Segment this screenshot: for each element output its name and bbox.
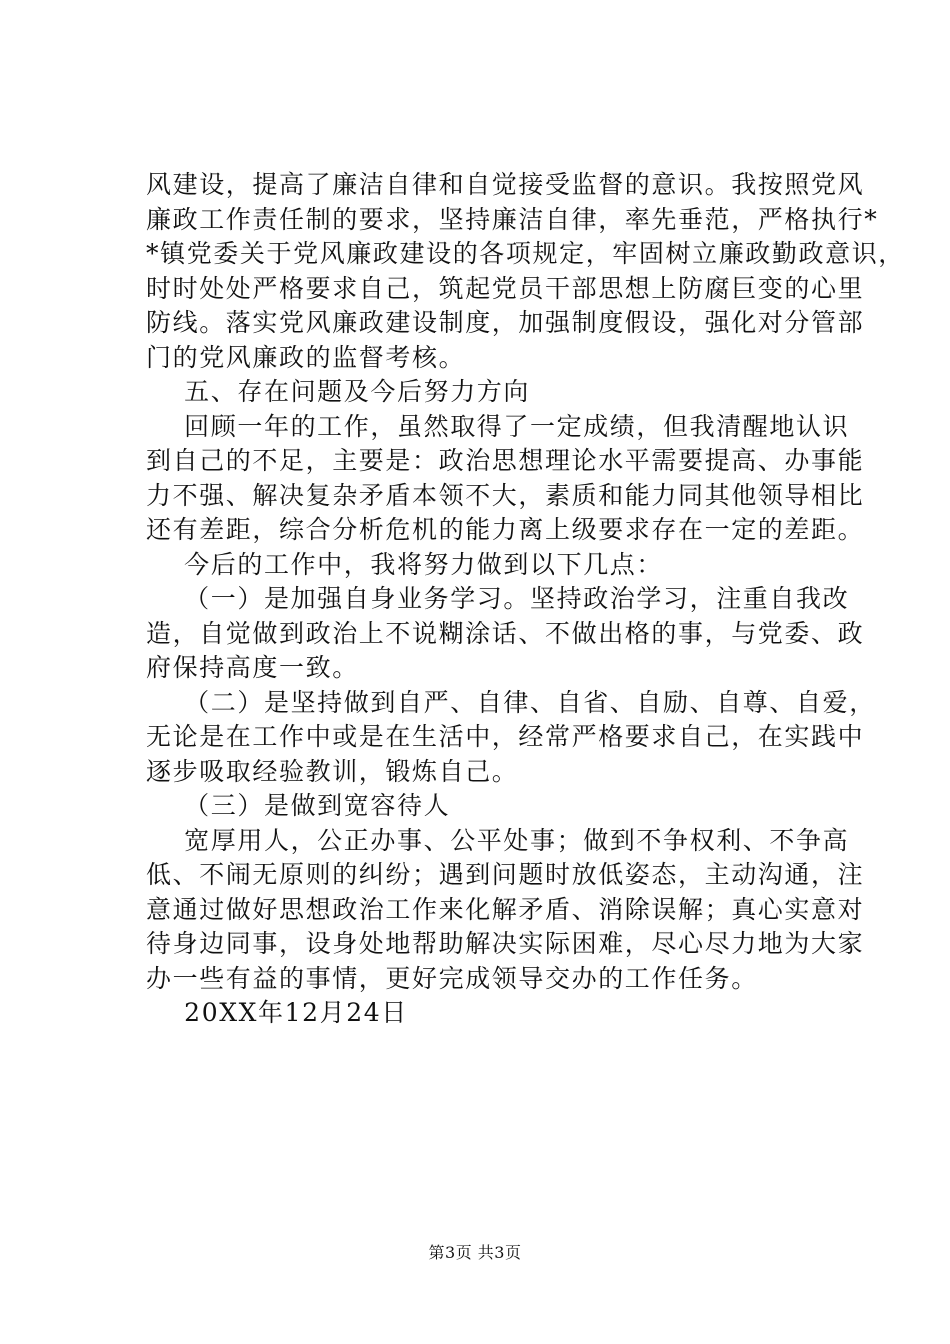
document-body — [146, 168, 905, 1031]
text-line: 待身边同事，设身处地帮助解决实际困难，尽心尽力地为大家 — [146, 929, 865, 958]
page-footer — [0, 1240, 950, 1263]
text-line: 办一些有益的事情，更好完成领导交办的工作任务。 — [146, 963, 758, 993]
text-line: 廉政工作责任制的要求，坚持廉洁自律，率先垂范，严格执行* — [146, 204, 879, 234]
text-line: （一）是加强自身业务学习。坚持政治学习，注重自我改 — [146, 584, 850, 613]
section-heading: 五、存在问题及今后努力方向 — [146, 377, 530, 406]
text-line: 防线。落实党风廉政建设制度，加强制度假设，强化对分管部 — [146, 308, 865, 337]
text-line: （二）是坚持做到自严、自律、自省、自励、自尊、自爱， — [146, 687, 876, 717]
text-line: 今后的工作中，我将努力做到以下几点： — [146, 549, 663, 579]
text-line: （三）是做到宽容待人 — [146, 791, 451, 820]
text-line: 无论是在工作中或是在生活中，经常严格要求自己，在实践中 — [146, 722, 865, 751]
text-line: 低、不闹无原则的纠纷；遇到问题时放低姿态，主动沟通，注 — [146, 860, 865, 889]
text-line: 风建设，提高了廉洁自律和自觉接受监督的意识。我按照党风 — [146, 170, 865, 199]
text-line: 回顾一年的工作，虽然取得了一定成绩，但我清醒地认识 — [146, 411, 850, 441]
text-line: 宽厚用人，公正办事、公平处事；做到不争权利、不争高 — [146, 825, 850, 855]
text-line: 力不强、解决复杂矛盾本领不大，素质和能力同其他领导相比 — [146, 480, 865, 510]
text-line: 逐步吸取经验教训，锻炼自己。 — [146, 756, 519, 786]
text-line: 意通过做好思想政治工作来化解矛盾、消除误解；真心实意对 — [146, 894, 865, 924]
text-line: 府保持高度一致。 — [146, 653, 359, 682]
text-line: 时时处处严格要求自己，筑起党员干部思想上防腐巨变的心里 — [146, 273, 865, 303]
text-line: 还有差距，综合分析危机的能力离上级要求存在一定的差距。 — [146, 515, 865, 544]
text-line: *镇党委关于党风廉政建设的各项规定，牢固树立廉政勤政意识， — [146, 239, 905, 268]
page-number: 第3页 共3页 — [428, 1243, 522, 1262]
text-line: 造，自觉做到政治上不说糊涂话、不做出格的事，与党委、政 — [146, 618, 865, 648]
document-date: 20XX年12月24日 — [146, 998, 408, 1027]
text-line: 到自己的不足，主要是：政治思想理论水平需要提高、办事能 — [146, 446, 865, 475]
text-line: 门的党风廉政的监督考核。 — [146, 342, 466, 372]
